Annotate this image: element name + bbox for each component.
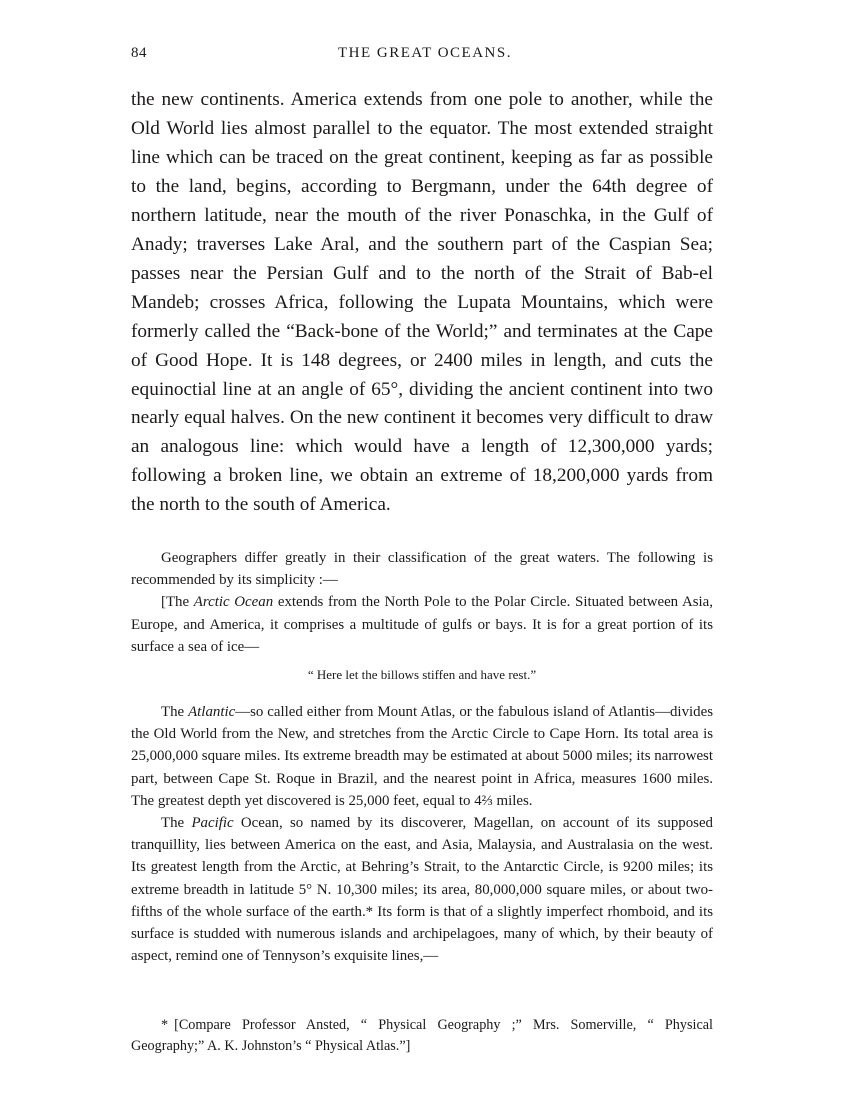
arctic-paragraph [131,591,713,658]
poem-quote: “ Here let the billows stiffen and have rest.” [307,667,537,682]
pacific-lead: The [161,815,192,832]
running-title: THE GREAT OCEANS. [338,45,512,61]
footnote [131,1015,713,1057]
footnote-marker: * [161,1017,169,1033]
pacific-paragraph [131,812,713,967]
arctic-text: extends from the North Pole to the Polar Circle. Situated between Asia, Europe, and America, it comprises a multitude of gulfs or bays. It is for a great portion of its surface a sea of ice— [131,594,713,655]
footnote-paragraph [131,1015,713,1057]
arctic-ocean-name: Arctic Ocean [193,594,274,611]
atlantic-text: —so called either from Mount Atlas, or the fabulous island of Atlantis—divides the Old World from the New, and stretches from the Arctic Circle to Cape Horn. Its total area is 25,000,000 square miles. Its extreme breadth may be estimated at about 5000 miles; its narrowest part, between Cape St. Roque in Brazil, and the nearest point in Africa, measures 1600 miles. The greatest depth yet discovered is 25,000 feet, equal to 4⅔ miles. [131,704,713,809]
pacific-text: Ocean, so named by its discoverer, Magellan, on account of its supposed tranquillity, lies between America on the east, and Asia, Malaysia, and Australasia on the west. Its greatest length from the Arctic, at Behring’s Strait, to the Antarctic Circle, is 9200 miles; its extreme breadth in latitude 5° N. 10,300 miles; its area, 80,000,000 square miles, or about two-fifths of the whole surface of the earth.* Its form is that of a slightly imperfect rhomboid, and its surface is studded with numerous islands and archipelagoes, many of which, by their beauty of aspect, remind one of Tennyson’s exquisite lines,— [131,815,714,965]
page-number: 84 [131,45,147,61]
atlantic-paragraph [131,701,713,812]
geographers-paragraph: Geographers differ greatly in their classification of the great waters. The following is recommended by its simplicity :— [131,550,713,589]
footnote-text: [Compare Professor Ansted, “ Physical Geography ;” Mrs. Somerville, “ Physical Geography;” A. K. Johnston’s “ Physical Atlas.”] [131,1017,713,1054]
poem-quote-block [131,666,713,684]
opening-paragraph-block [131,86,713,520]
pacific-ocean-name: Pacific [191,815,234,832]
oceans-section [131,701,713,967]
arctic-lead: [The [161,594,194,611]
atlantic-ocean-name: Atlantic [188,704,236,720]
classification-section [131,547,713,658]
opening-paragraph: the new continents. America extends from one pole to another, while the Old World lies almost parallel to the equator. The most extended straight line which can be traced on the great continent, keeping as far as possible to the land, begins, according to Bergmann, under the 64th degree of northern latitude, near the mouth of the river Ponaschka, in the Gulf of Anady; traverses Lake Aral, and the southern part of the Caspian Sea; passes near the Persian Gulf and to the north of the Strait of Bab-el Mandeb; crosses Africa, following the Lupata Mountains, which were formerly called the “Back-bone of the World;” and terminates at the Cape of Good Hope. It is 148 degrees, or 2400 miles in length, and cuts the equinoctial line at an angle of 65°, dividing the ancient continent into two nearly equal halves. On the new continent it becomes very difficult to draw an analogous line: which would have a length of 12,300,000 yards; following a broken line, we obtain an extreme of 18,200,000 yards from the north to the south of America. [131,89,713,516]
atlantic-lead: The [161,704,189,720]
